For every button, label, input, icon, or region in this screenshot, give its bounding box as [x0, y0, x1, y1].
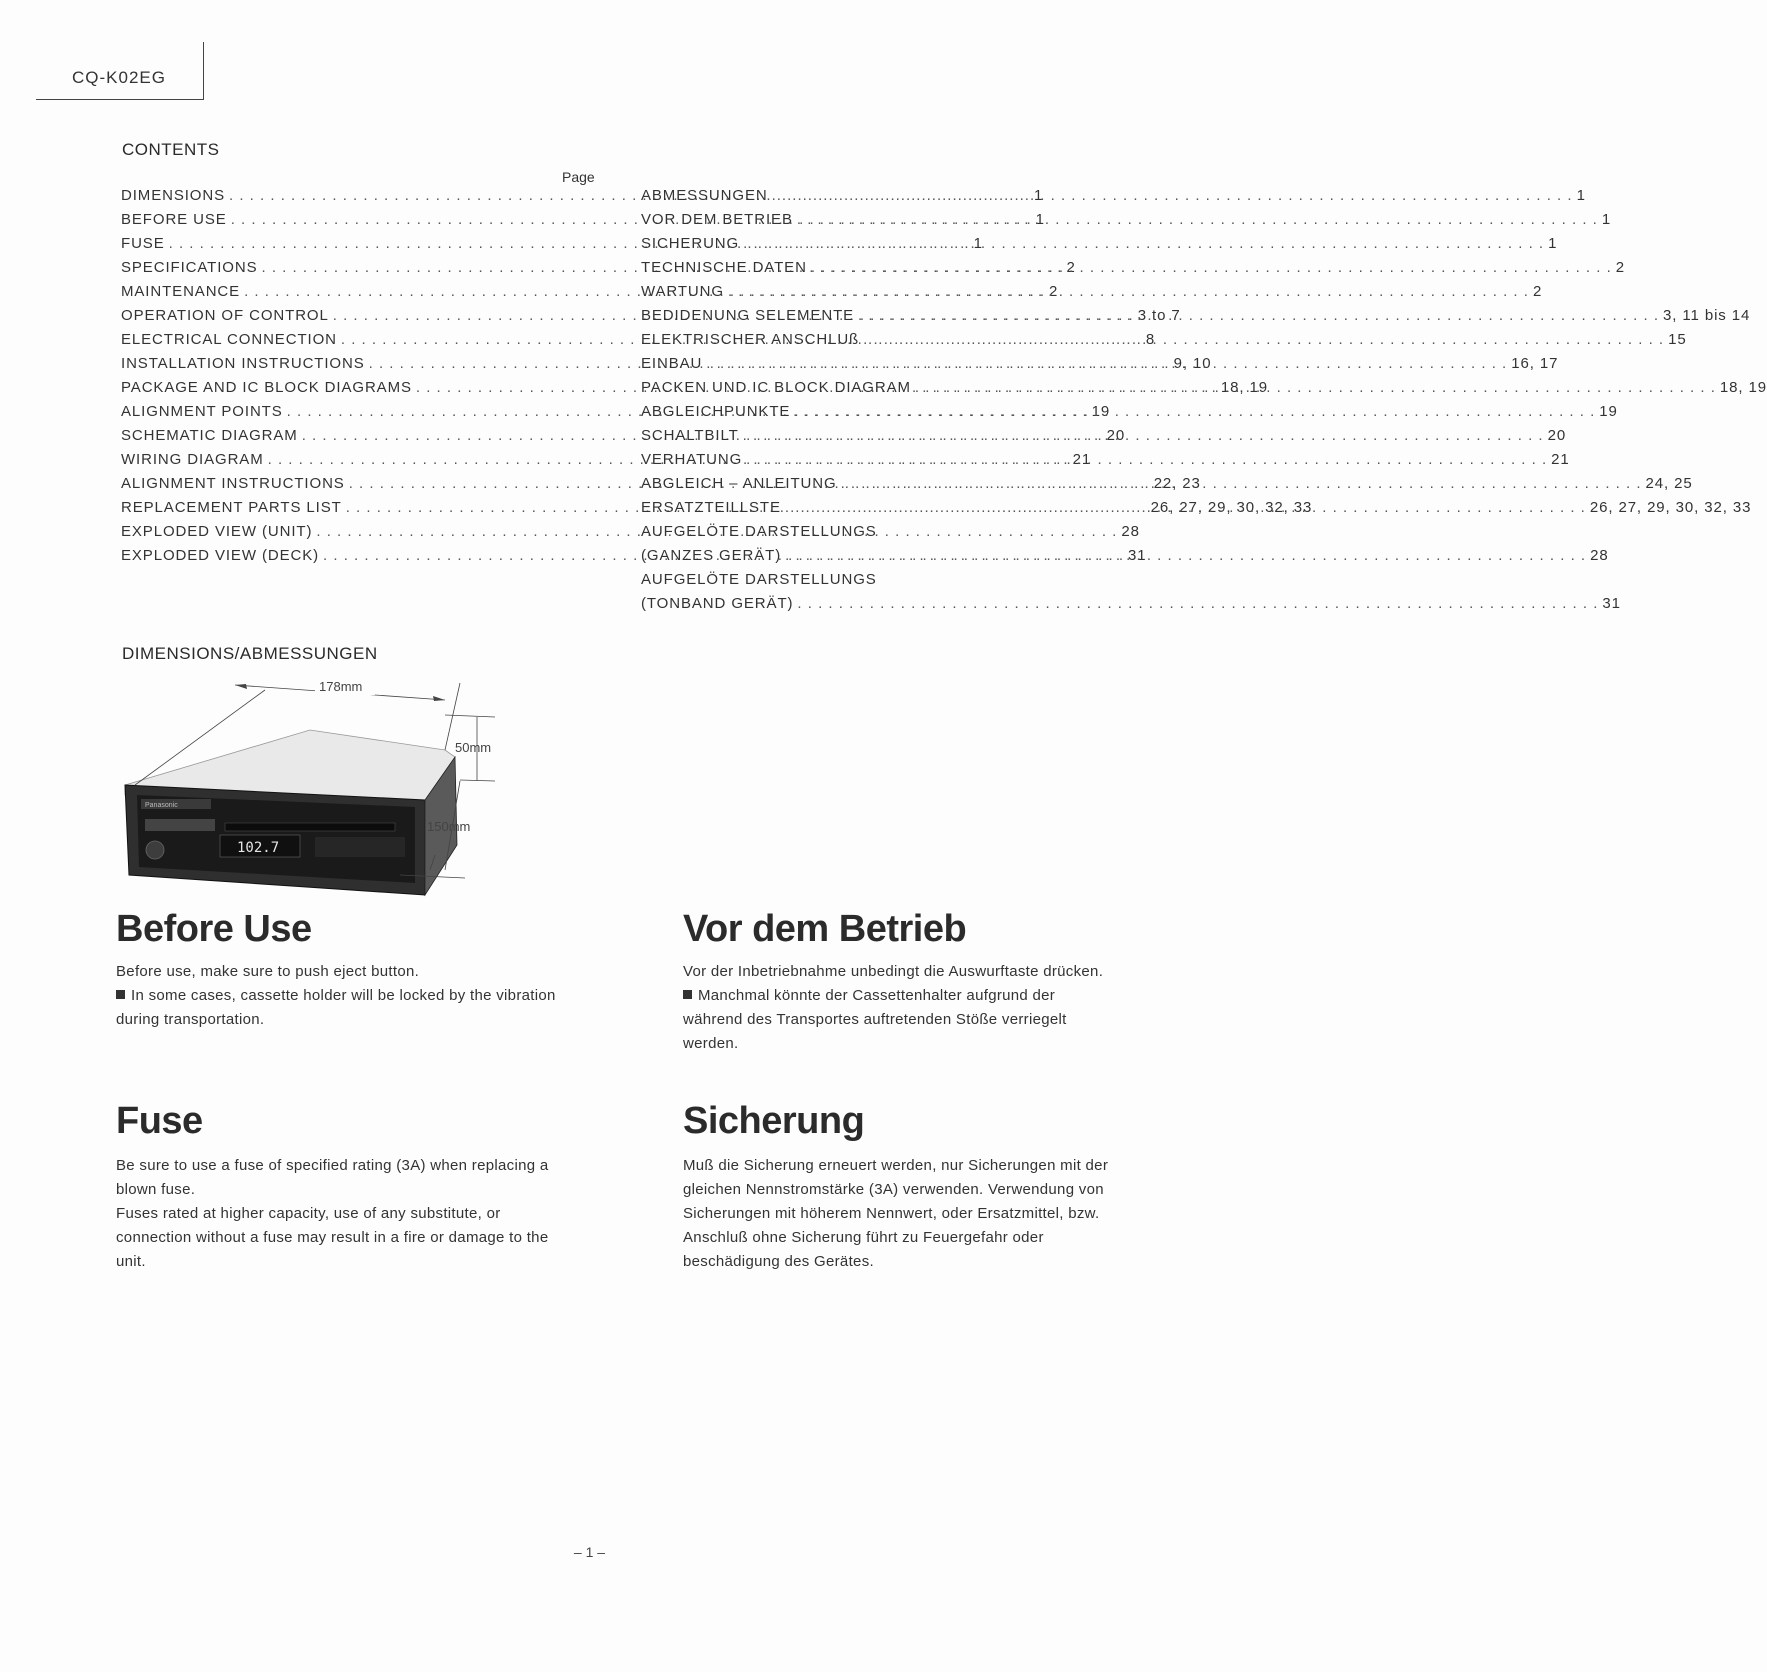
contents-row-leader: [794, 403, 1595, 420]
contents-row-leader: [746, 451, 1547, 468]
bullet-square-icon: [683, 990, 692, 999]
contents-row-page: 3, 11 bis 14: [1663, 307, 1751, 324]
page-column-header: Page: [562, 169, 595, 185]
contents-row-page: 1: [1035, 211, 1045, 228]
height-dimension-label: 50mm: [455, 740, 492, 755]
contents-row-page: 9, 10: [1173, 355, 1212, 372]
contents-row-page: 24, 25: [1645, 475, 1693, 492]
brand-label: Panasonic: [145, 802, 178, 809]
contents-row-label: ALIGNMENT INSTRUCTIONS: [121, 475, 345, 492]
contents-row-label: FUSE: [121, 235, 165, 252]
fuse-heading: Fuse: [116, 1100, 203, 1142]
contents-row-leader: [706, 355, 1507, 372]
contents-row: [641, 211, 1612, 235]
contents-row-page: 16, 17: [1511, 355, 1559, 372]
sicherung-heading: Sicherung: [683, 1100, 865, 1142]
contents-row-label: VERHATUNG: [641, 451, 743, 468]
contents-row-label: ELEKTRISCHER ANSCHLUß: [641, 331, 860, 348]
contents-row-leader: [863, 331, 1664, 348]
contents-row-page: 20: [1547, 427, 1567, 444]
contents-row: [641, 403, 1618, 427]
contents-row: [641, 499, 1752, 523]
contents-row-page: 3 to 7: [1137, 307, 1181, 324]
contents-title: CONTENTS: [122, 140, 220, 159]
width-dimension-label: 178mm: [319, 679, 363, 694]
contents-row-page: 1: [1601, 211, 1612, 228]
contents-row-label: ABMESSUNGEN: [641, 187, 768, 204]
before-use-text-de: [683, 960, 1115, 1056]
page-number: – 1 –: [573, 1544, 606, 1560]
contents-row-label: AUFGELÖTE DARSTELLUNGS: [641, 523, 877, 540]
contents-row-page: 8: [1145, 331, 1156, 348]
sicherung-paragraph: Muß die Sicherung erneuert werden, nur Sicherungen mit der gleichen Nennstromstärke (3A) verwenden. Verwendung von Sicherungen mit höherem Nennwert, oder Ersatzmittel, bzw. Anschluß ohne Sicherung führt zu Feuergefahr oder beschädigung des Gerätes.: [683, 1157, 1109, 1270]
contents-row-leader: [772, 187, 1573, 204]
contents-row: [641, 283, 1543, 307]
contents-row-page: 26, 27, 29, 30, 32, 33: [1589, 499, 1752, 516]
contents-row: [641, 187, 1586, 211]
contents-row-page: 1: [1548, 235, 1558, 252]
before-use-line: Before use, make sure to push eject button.: [116, 963, 420, 980]
contents-row: [641, 451, 1570, 475]
contents-row: [641, 571, 1116, 595]
contents-row-page: 2: [1049, 283, 1059, 300]
display-readout: 102.7: [237, 840, 280, 856]
contents-row-page: 22, 23: [1153, 475, 1201, 492]
contents-row: [641, 259, 1626, 283]
contents-row-leader: [841, 475, 1642, 492]
contents-row-label: ELECTRICAL CONNECTION: [121, 331, 337, 348]
contents-row-label: ALIGNMENT POINTS: [121, 403, 283, 420]
contents-row-label: SCHALTBILT: [641, 427, 739, 444]
contents-row: [641, 235, 1558, 259]
contents-row-page: 31: [1128, 547, 1147, 564]
vor-dem-betrieb-heading: Vor dem Betrieb: [683, 908, 967, 950]
vor-dem-betrieb-bullet: Manchmal könnte der Cassettenhalter aufgrund der während des Transportes auftretenden Stöße verriegelt werden.: [683, 987, 1067, 1052]
contents-row-leader: [743, 235, 1544, 252]
contents-row-label: ABGLEICHPUNKTE: [641, 403, 791, 420]
contents-row-label: REPLACEMENT PARTS LIST: [121, 499, 342, 516]
contents-row-label: OPERATION OF CONTROL: [121, 307, 329, 324]
bullet-square-icon: [116, 990, 125, 999]
contents-row-label: MAINTENANCE: [121, 283, 241, 300]
contents-row-label: SICHERUNG: [641, 235, 740, 252]
depth-dimension-label: 150mm: [427, 819, 471, 834]
contents-row-label: WARTUNG: [641, 283, 724, 300]
fuse-text-en: [116, 1154, 556, 1274]
contents-row-leader: [728, 283, 1529, 300]
contents-row-label: SCHEMATIC DIAGRAM: [121, 427, 298, 444]
contents-row-label: BEDIDENUNG SELEMENTE: [641, 307, 855, 324]
contents-row-leader: [785, 499, 1586, 516]
contents-row-leader: [743, 427, 1544, 444]
contents-row-page: 21: [1072, 451, 1092, 468]
car-radio-dimension-drawing: [115, 679, 535, 930]
contents-row-page: 2: [1532, 283, 1543, 300]
contents-row-label: SPECIFICATIONS: [121, 259, 258, 276]
contents-row-label: (GANZES GERÄT): [641, 547, 782, 564]
contents-row-label: ERSATZTEILLSTE: [641, 499, 781, 516]
contents-row-page: 1: [973, 235, 983, 252]
contents-row-page: 18, 19: [1220, 379, 1268, 396]
contents-row: [641, 331, 1687, 355]
contents-row-page: 18, 19: [1719, 379, 1767, 396]
contents-row-label: EXPLODED VIEW (DECK): [121, 547, 320, 564]
contents-row-page: 21: [1551, 451, 1570, 468]
contents-row-leader: [797, 595, 1598, 612]
fuse-paragraph-1: Be sure to use a fuse of specified rating (3A) when replacing a blown fuse.: [116, 1157, 549, 1198]
fuse-paragraph-2: Fuses rated at higher capacity, use of any substitute, or connection without a fuse may result in a fire or damage to the unit.: [116, 1205, 549, 1270]
contents-row-page: 28: [1590, 547, 1609, 564]
contents-row-page: 1: [1033, 187, 1044, 204]
contents-row-leader: [915, 379, 1716, 396]
contents-row-leader: [797, 211, 1598, 228]
contents-row-leader: [785, 547, 1586, 564]
contents-row-page: 26, 27, 29, 30, 32, 33: [1150, 499, 1313, 516]
contents-row-page: 2: [1066, 259, 1076, 276]
contents-row: [641, 595, 1621, 619]
contents-row-label: DIMENSIONS: [121, 187, 226, 204]
contents-row-label: EINBAU: [641, 355, 703, 372]
before-use-text-en: [116, 960, 556, 1032]
contents-row-label: EXPLODED VIEW (UNIT): [121, 523, 313, 540]
contents-row-label: INSTALLATION INSTRUCTIONS: [121, 355, 365, 372]
model-number: CQ-K02EG: [72, 68, 166, 87]
contents-row-page: 31: [1602, 595, 1621, 612]
contents-row-leader: [811, 259, 1612, 276]
header-rule-vertical: [203, 42, 204, 100]
contents-row-leader: [858, 307, 1659, 324]
contents-row-page: 2: [1615, 259, 1626, 276]
contents-row-label: PACKEN UND IC BLOCK DIAGRAM: [641, 379, 911, 396]
contents-row-page: 1: [1576, 187, 1586, 204]
contents-row-page: 19: [1091, 403, 1111, 420]
contents-row-page: 19: [1599, 403, 1618, 420]
contents-row-page: 20: [1106, 427, 1126, 444]
vor-dem-betrieb-line: Vor der Inbetriebnahme unbedingt die Auswurftaste drücken.: [683, 963, 1104, 980]
contents-row-label: TECHNISCHE DATEN: [641, 259, 807, 276]
contents-row-label: VOR DEM BETRIEB: [641, 211, 793, 228]
header-rule-horizontal: [36, 99, 204, 100]
contents-row-page: 28: [1121, 523, 1140, 540]
contents-row-label: (TONBAND GERÄT): [641, 595, 794, 612]
contents-row: [641, 379, 1767, 403]
contents-row-label: AUFGELÖTE DARSTELLUNGS: [641, 571, 877, 588]
contents-row: [641, 523, 1116, 547]
dimensions-title: DIMENSIONS/ABMESSUNGEN: [122, 644, 378, 663]
before-use-bullet: In some cases, cassette holder will be locked by the vibration during transportation.: [116, 987, 556, 1028]
contents-row-label: ABGLEICH – ANLEITUNG: [641, 475, 837, 492]
contents-row: [641, 427, 1567, 451]
before-use-heading: Before Use: [116, 908, 312, 950]
contents-row-page: 15: [1668, 331, 1687, 348]
contents-row-label: WIRING DIAGRAM: [121, 451, 264, 468]
fuse-text-de: [683, 1154, 1115, 1274]
contents-row-label: BEFORE USE: [121, 211, 227, 228]
contents-row-label: PACKAGE AND IC BLOCK DIAGRAMS: [121, 379, 412, 396]
